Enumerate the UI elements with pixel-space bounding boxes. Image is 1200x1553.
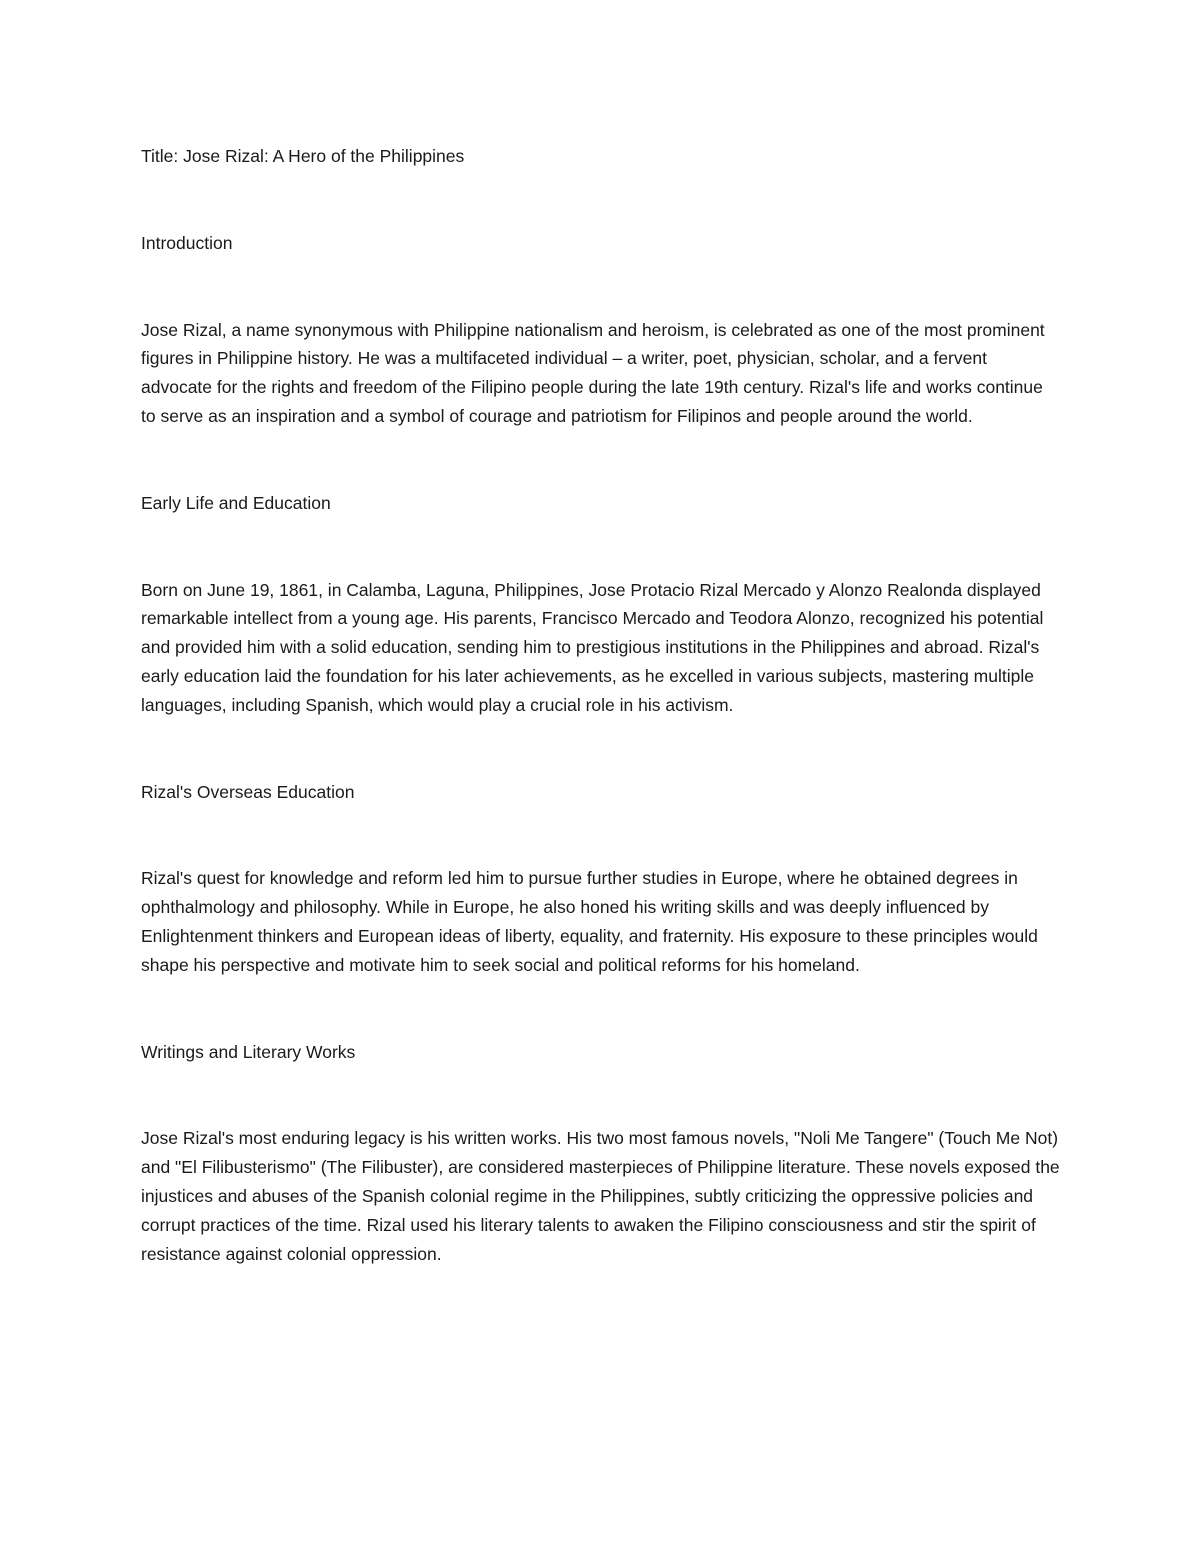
section-paragraph-early-life: Born on June 19, 1861, in Calamba, Laguna, Philippines, Jose Protacio Rizal Mercado y Alonzo Realonda displayed remarkable intellect from a young age. His parents, Francisco Mercado and Teodora Alonzo, recognized his potential and provided him with a solid education, sending him to prestigious institutions in the Philippines and abroad. Rizal's early education laid the foundation for his later achievements, as he excelled in various subjects, mastering multiple languages, including Spanish, which would play a crucial role in his activism. — [141, 579, 1044, 715]
section-paragraph-introduction: Jose Rizal, a name synonymous with Philippine nationalism and heroism, is celebrated as one of the most prominent figures in Philippine history. He was a multifaceted individual – a writer, poet, physician, scholar, and a fervent advocate for the rights and freedom of the Filipino people during the late 19th century. Rizal's life and works continue to serve as an inspiration and a symbol of courage and patriotism for Filipinos and people around the world. — [141, 319, 1045, 426]
document-body — [141, 142, 1061, 1326]
section-heading-writings: Writings and Literary Works — [141, 1041, 356, 1062]
section-paragraph-writings: Jose Rizal's most enduring legacy is his written works. His two most famous novels, "Noli Me Tangere" (Touch Me Not) and "El Filibusterismo" (The Filibuster), are considered masterpieces of Philippine literature. These novels exposed the injustices and abuses of the Spanish colonial regime in the Philippines, subtly criticizing the oppressive policies and corrupt practices of the time. Rizal used his literary talents to awaken the Filipino consciousness and stir the spirit of resistance against colonial oppression. — [141, 1128, 1060, 1264]
section-paragraph-overseas-education: Rizal's quest for knowledge and reform led him to pursue further studies in Europe, where he obtained degrees in ophthalmology and philosophy. While in Europe, he also honed his writing skills and was deeply influenced by Enlightenment thinkers and European ideas of liberty, equality, and fraternity. His exposure to these principles would shape his perspective and motivate him to seek social and political reforms for his homeland. — [141, 868, 1038, 975]
section-heading-early-life: Early Life and Education — [141, 492, 331, 513]
section-heading-introduction: Introduction — [141, 232, 233, 253]
document-title: Title: Jose Rizal: A Hero of the Philippines — [141, 146, 465, 166]
section-heading-overseas-education: Rizal's Overseas Education — [141, 781, 355, 802]
